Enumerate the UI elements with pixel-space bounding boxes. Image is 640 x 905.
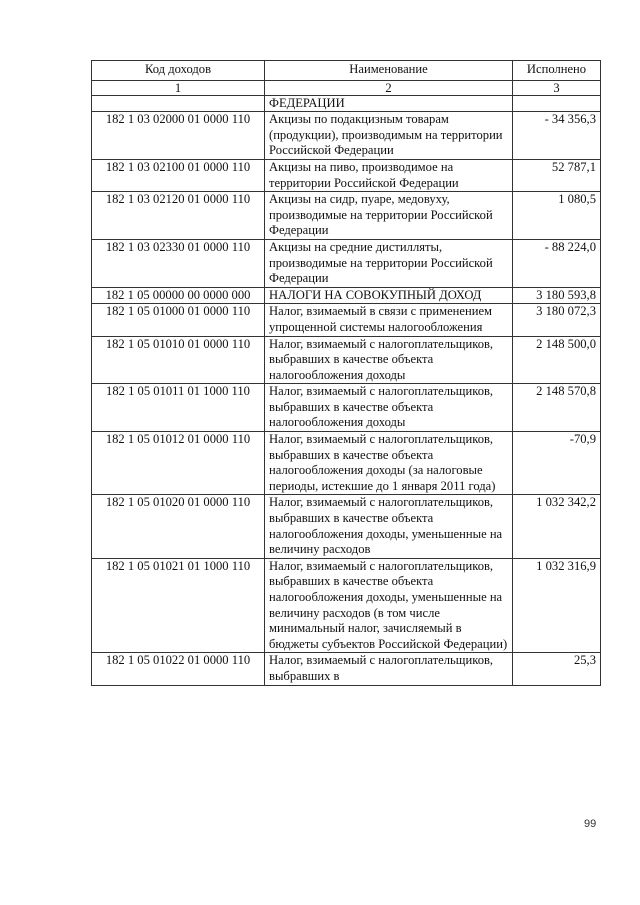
row-name: Акцизы по подакцизным товарам (продукции), производимым на территории Российской Федерации: [265, 112, 513, 160]
row-name: Налог, взимаемый с налогоплательщиков, выбравших в качестве объекта налогообложения доходы (за налоговые периоды, истекшие до 1 января 2011 года): [265, 432, 513, 495]
row-amount: -70,9: [513, 432, 601, 495]
row-name: ФЕДЕРАЦИИ: [265, 95, 513, 112]
row-code: 182 1 03 02000 01 0000 110: [92, 112, 265, 160]
column-number-code: 1: [92, 80, 265, 95]
row-name: Налог, взимаемый с налогоплательщиков, выбравших в качестве объекта налогообложения доходы, уменьшенные на величину расходов (в том числе минимальный налог, зачисляемый в бюджеты субъектов Российской Федерации): [265, 558, 513, 653]
row-name: Акцизы на средние дистилляты, производимые на территории Российской Федерации: [265, 239, 513, 287]
row-amount: 2 148 500,0: [513, 336, 601, 384]
row-name: Акцизы на сидр, пуаре, медовуху, производимые на территории Российской Федерации: [265, 192, 513, 240]
row-name: Налог, взимаемый с налогоплательщиков, выбравших в качестве объекта налогообложения доходы, уменьшенные на величину расходов: [265, 495, 513, 558]
row-name: НАЛОГИ НА СОВОКУПНЫЙ ДОХОД: [265, 287, 513, 304]
table-row: [92, 432, 601, 495]
row-amount: 1 032 342,2: [513, 495, 601, 558]
row-amount: 25,3: [513, 653, 601, 685]
row-code: 182 1 03 02100 01 0000 110: [92, 159, 265, 191]
table-row: [92, 384, 601, 432]
row-code: 182 1 05 01010 01 0000 110: [92, 336, 265, 384]
row-amount: - 34 356,3: [513, 112, 601, 160]
table-row: [92, 558, 601, 653]
row-code: 182 1 05 01020 01 0000 110: [92, 495, 265, 558]
revenue-table: [91, 60, 601, 686]
row-code: 182 1 03 02330 01 0000 110: [92, 239, 265, 287]
row-name: Налог, взимаемый с налогоплательщиков, выбравших в: [265, 653, 513, 685]
table-row: [92, 192, 601, 240]
row-name: Налог, взимаемый в связи с применением упрощенной системы налогообложения: [265, 304, 513, 336]
table-row: [92, 495, 601, 558]
page-number: 99: [584, 818, 597, 830]
header-amount: Исполнено: [513, 61, 601, 81]
row-name: Налог, взимаемый с налогоплательщиков, выбравших в качестве объекта налогообложения доходы: [265, 384, 513, 432]
row-code: 182 1 05 01021 01 1000 110: [92, 558, 265, 653]
row-amount: 2 148 570,8: [513, 384, 601, 432]
row-name: Налог, взимаемый с налогоплательщиков, выбравших в качестве объекта налогообложения доходы: [265, 336, 513, 384]
table-row: [92, 112, 601, 160]
table-row: [92, 336, 601, 384]
row-amount: 1 080,5: [513, 192, 601, 240]
row-code: 182 1 05 01011 01 1000 110: [92, 384, 265, 432]
row-code: 182 1 05 01000 01 0000 110: [92, 304, 265, 336]
row-code: 182 1 03 02120 01 0000 110: [92, 192, 265, 240]
row-code: 182 1 05 01012 01 0000 110: [92, 432, 265, 495]
table-row: [92, 159, 601, 191]
row-amount: 52 787,1: [513, 159, 601, 191]
row-amount: 3 180 072,3: [513, 304, 601, 336]
row-amount: 1 032 316,9: [513, 558, 601, 653]
table-body: [92, 95, 601, 685]
row-code: 182 1 05 00000 00 0000 000: [92, 287, 265, 304]
header-row: [92, 61, 601, 81]
table-row: [92, 239, 601, 287]
row-amount: - 88 224,0: [513, 239, 601, 287]
column-number-name: 2: [265, 80, 513, 95]
row-name: Акцизы на пиво, производимое на территории Российской Федерации: [265, 159, 513, 191]
header-code: Код доходов: [92, 61, 265, 81]
table-row: [92, 653, 601, 685]
row-amount: [513, 95, 601, 112]
table-row: [92, 95, 601, 112]
row-code: [92, 95, 265, 112]
table-row: [92, 287, 601, 304]
row-code: 182 1 05 01022 01 0000 110: [92, 653, 265, 685]
column-number-amount: 3: [513, 80, 601, 95]
header-name: Наименование: [265, 61, 513, 81]
table-row: [92, 304, 601, 336]
row-amount: 3 180 593,8: [513, 287, 601, 304]
column-number-row: [92, 80, 601, 95]
